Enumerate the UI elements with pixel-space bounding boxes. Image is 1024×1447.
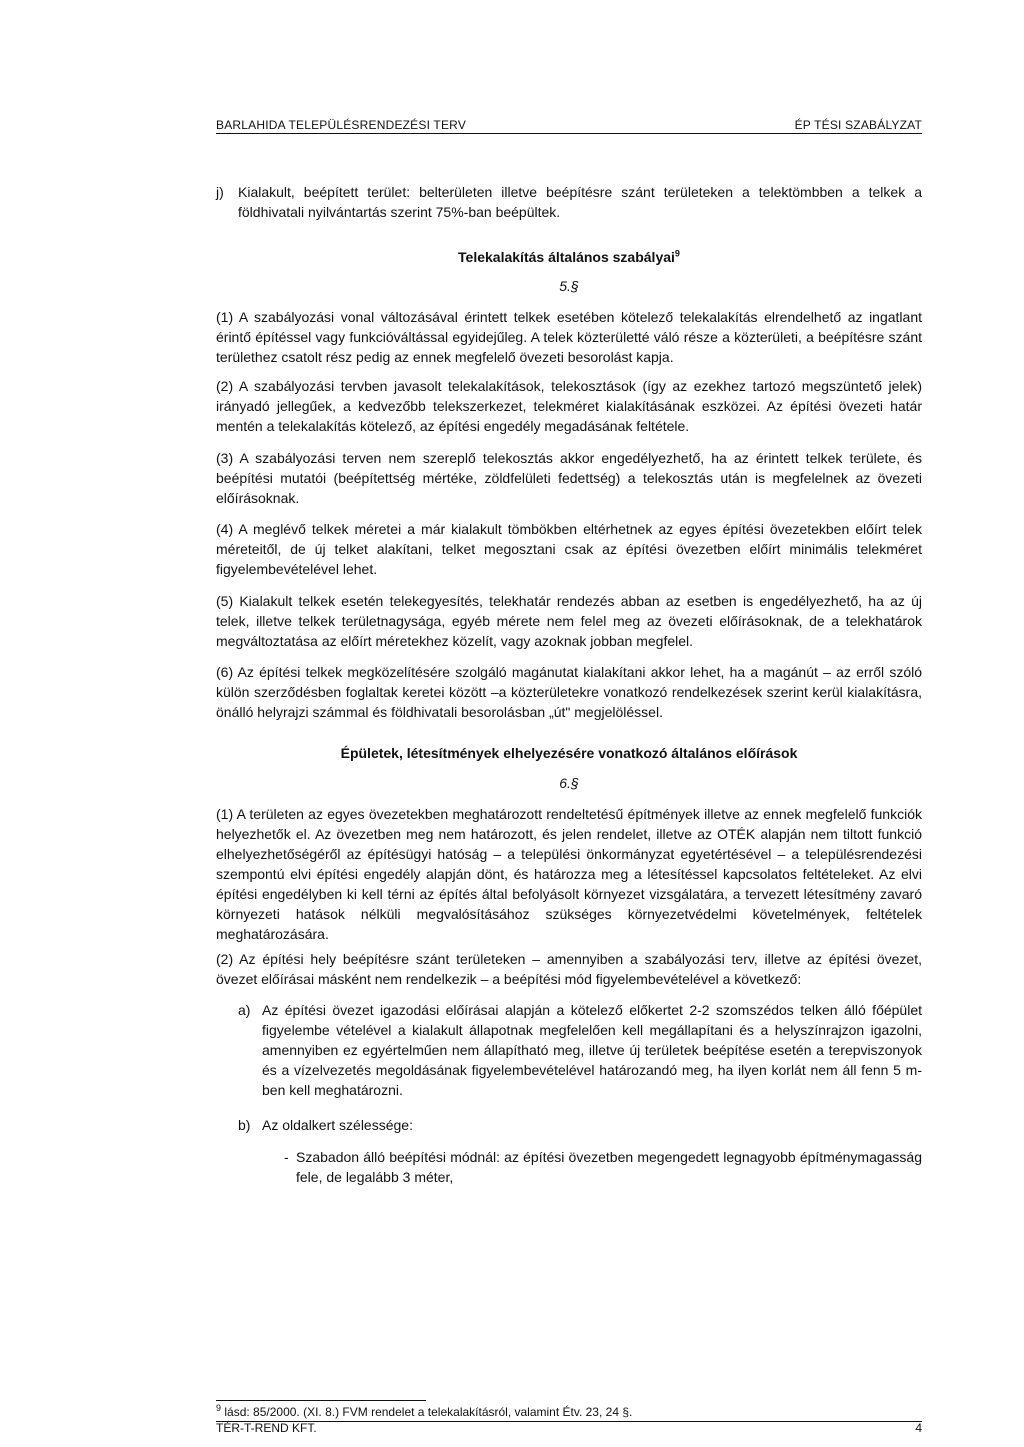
s5-paragraph-4: (4) A meglévő telkek méretei a már kialakult tömbökben eltérhetnek az egyes építési övezetekben előírt telek méreteitől, de új telket alakítani, telket megosztani csak az építési övezetben előírt minimális telekméret figyelembevételével lehet. bbox=[216, 521, 922, 577]
s6-paragraph-1: (1) A területen az egyes övezetekben meghatározott rendeltetésű építmények illetve az ennek megfelelő funkciók helyezhetők el. Az övezetben meg nem határozott, és jelen rendelet, illetve az OTÉK alapján nem tiltott funkció elhelyezhetőségéről az építésügyi hatóság – a települési önkormányzat egyetértésével – a településrendezési szempontú elvi építési engedély alapján dönt, és határozza meg a létesítéssel kapcsolatos feltételeket. Az elvi építési engedélyben ki kell térni az építés által befolyásolt környezet vizsgálatára, a tervezett létesítmény zavaró környezeti hatások nélküli megvalósításához szükséges környezetvédelmi követelmények, feltételek meghatározására. bbox=[216, 806, 922, 942]
header-divider bbox=[216, 133, 922, 134]
s5-paragraph-6: (6) Az építési telkek megközelítésére szolgáló magánutat kialakítani akkor lehet, ha a magánút – az erről szóló külön szerződésben foglaltak keretei között –a közterületekre vonatkozó rendelkezések szerint kerül kialakításra, önálló helyrajzi számmal és földhivatali besorolásban „út" megjelöléssel. bbox=[216, 664, 922, 720]
footnote-divider bbox=[216, 1400, 426, 1401]
subitem-a-mark: a) bbox=[238, 1002, 251, 1018]
s6-paragraph-2: (2) Az építési hely beépítésre szánt területeken – amennyiben a szabályozási terv, illetve az építési övezet, övezet előírásai másként nem rendelkezik – a beépítési mód figyelembevételével a következő: bbox=[216, 951, 922, 987]
section6-number: 6.§ bbox=[559, 775, 579, 791]
item-j-mark: j) bbox=[216, 184, 224, 200]
page-number: 4 bbox=[915, 1421, 922, 1435]
section5-number: 5.§ bbox=[559, 278, 579, 294]
s6-dash-item bbox=[216, 1147, 922, 1187]
section5-heading-text: Telekalakítás általános szabályai bbox=[458, 249, 675, 265]
subitem-a-text: Az építési övezet igazodási előírásai alapján a kötelező előkertet 2-2 szomszédos telken álló főépület figyelembe vételével a kialakult állapotnak megfelelően kell megállapítani és a helyszínrajzon igazolni, amennyiben ez egyértelműen nem állapítható meg, illetve új területek beépítése esetén a terepviszonyok és a vízelvezetés megoldásának figyelembevételével határozandó meg, ha ilyen korlát nem áll fenn 5 m-ben kell meghatározni. bbox=[262, 1002, 922, 1098]
footnote bbox=[216, 1405, 922, 1422]
s6-subitem-a bbox=[216, 1000, 922, 1100]
header-left: BARLAHIDA TELEPÜLÉSRENDEZÉSI TERV bbox=[216, 118, 467, 132]
footnote-mark: 9 bbox=[216, 1403, 222, 1413]
footnote-text: lásd: 85/2000. (XI. 8.) FVM rendelet a telekalakításról, valamint Étv. 23, 24 §. bbox=[224, 1405, 633, 1419]
item-j bbox=[216, 182, 922, 222]
subitem-b-text: Az oldalkert szélessége: bbox=[262, 1117, 413, 1133]
s5-paragraph-2: (2) A szabályozási tervben javasolt telekalakítások, telekosztások (így az ezekhez tartozó megszüntető jelek) irányadó jellegűek, a kedvezőbb telekszerkezet, telekméret kialakításának eszközei. Az építési övezeti határ mentén a telekalakítás kötelező, az építési engedély megadásának feltétele. bbox=[216, 378, 922, 434]
s5-paragraph-1: (1) A szabályozási vonal változásával érintett telkek esetében kötelező telekalakítás elrendelhető az ingatlant érintő építéssel vagy funkcióváltással egyidejűleg. A telek közterületté váló része a közterületi, a beépítésre szánt területhez csatolt rész pedig az ennek megfelelő övezeti besorolást kapja. bbox=[216, 309, 922, 365]
footnote-ref-9: 9 bbox=[674, 248, 680, 259]
s5-paragraph-5: (5) Kialakult telkek esetén telekegyesítés, telekhatár rendezés abban az esetben is engedélyezhető, ha az új telek, illetve telkek területnagysága, egyéb mérete nem felel meg az övezeti előírásoknak, de a telekhatárok megváltoztatása az előírt méretekhez közelít, vagy azoknak jobban megfelel. bbox=[216, 593, 922, 649]
s5-paragraph-3: (3) A szabályozási terven nem szereplő telekosztás akkor engedélyezhető, ha az érintett telkek területe, és beépítési mutatói (beépítettség mértéke, zöldfelületi fedettség) a telekosztás után is megfelelnek az övezeti előírásoknak. bbox=[216, 450, 922, 506]
dash-text: Szabadon álló beépítési módnál: az építési övezetben megengedett legnagyobb építménymagasság fele, de legalább 3 méter, bbox=[296, 1149, 922, 1185]
item-j-text: Kialakult, beépített terület: belterületen illetve beépítésre szánt területeken a telektömbben a telkek a földhivatali nyilvántartás szerint 75%-ban beépültek. bbox=[238, 184, 922, 220]
footer-company: TÉR-T-REND KFT. bbox=[216, 1421, 317, 1435]
s6-subitem-b bbox=[216, 1115, 922, 1135]
section5-heading bbox=[216, 247, 922, 267]
subitem-b-mark: b) bbox=[238, 1117, 251, 1133]
section6-heading: Épületek, létesítmények elhelyezésére vonatkozó általános előírások bbox=[340, 745, 798, 761]
header-right: ÉP TÉSI SZABÁLYZAT bbox=[794, 118, 922, 132]
dash-mark: - bbox=[284, 1149, 289, 1165]
